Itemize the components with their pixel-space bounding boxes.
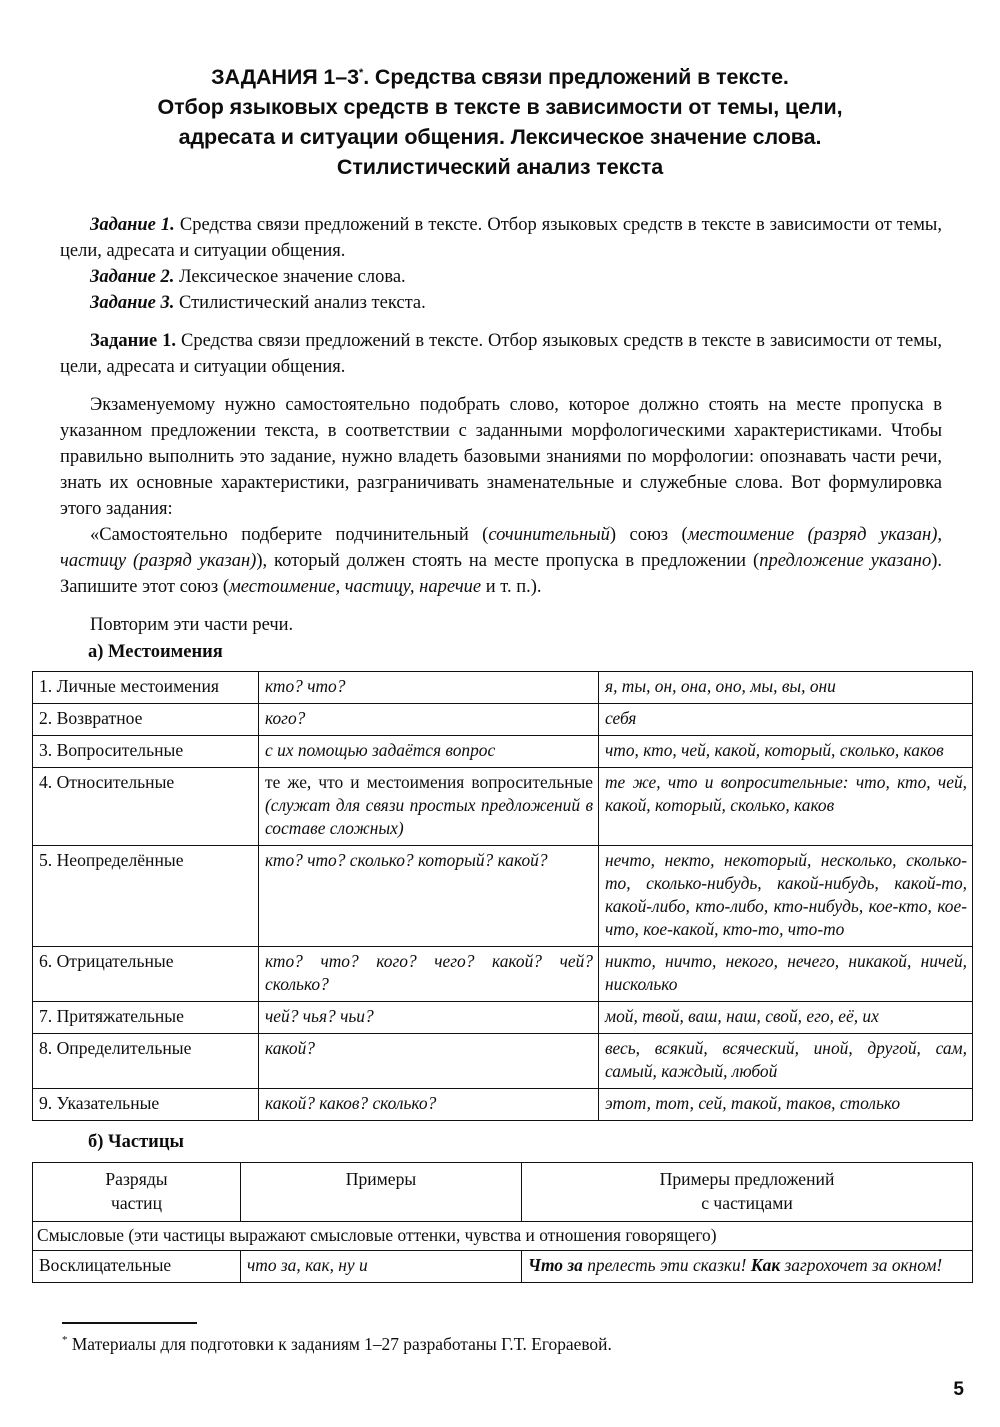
page-title-line-1: [58, 62, 942, 92]
table-row: [33, 736, 973, 768]
pronoun-category: 8. Определительные: [33, 1034, 259, 1089]
pronoun-examples: мой, твой, ваш, наш, свой, его, её, их: [599, 1002, 973, 1034]
task-overview-item-1: [60, 212, 942, 264]
quote-part-1: «Самостоятельно подберите подчинительный (: [90, 525, 489, 545]
page-title-line-4: Стилистический анализ текста: [336, 155, 664, 179]
footnote-area: [62, 1322, 942, 1355]
particle-examples: что за, как, ну и: [241, 1251, 522, 1283]
pronoun-question: кто? что? сколько? который? какой?: [259, 846, 599, 947]
pronoun-question: с их помощью задаётся вопрос: [259, 736, 599, 768]
table-group-row: [33, 1222, 973, 1251]
particle-sentence-rest-2: загрохочет за окном!: [780, 1255, 943, 1275]
task-overview-item-1-label: Задание 1.: [90, 215, 175, 235]
pronoun-category: 6. Отрицательные: [33, 947, 259, 1002]
task1-label: Задание 1.: [90, 331, 177, 351]
table-row: [33, 1002, 973, 1034]
pronoun-question: чей? чья? чьи?: [259, 1002, 599, 1034]
pronoun-question: кто? что? кого? чего? какой? чей? сколько?: [259, 947, 599, 1002]
repeat-parts-of-speech-line: Повторим эти части речи.: [90, 615, 294, 635]
task-overview-item-1-text: Средства связи предложений в тексте. Отбор языковых средств в тексте в зависимости от темы, цели, адресата и ситуации общения.: [60, 215, 942, 261]
quote-part-9: и т. п.).: [481, 577, 542, 597]
subsection-a-label: а) Местоимения: [88, 642, 223, 662]
particle-category: Восклицательные: [33, 1251, 241, 1283]
pronoun-question: кто? что?: [259, 672, 599, 704]
particles-group-label: Смысловые (эти частицы выражают смысловые оттенки, чувства и отношения говорящего): [33, 1222, 973, 1251]
table-row: [33, 672, 973, 704]
task-overview-item-2-label: Задание 2.: [90, 267, 175, 287]
particle-sentence-bold-2: Как: [750, 1255, 781, 1275]
pronoun-question: какой?: [259, 1034, 599, 1089]
task-overview-item-3: [60, 290, 942, 316]
pronoun-examples: что, кто, чей, какой, который, сколько, каков: [599, 736, 973, 768]
header-line-2: с частицами: [701, 1193, 793, 1213]
footnote-marker-icon: *: [359, 66, 364, 79]
table-row: [33, 1034, 973, 1089]
task1-title: Средства связи предложений в тексте. Отбор языковых средств в тексте в зависимости от темы, цели, адресата и ситуации общения.: [60, 331, 942, 377]
pronoun-question: [259, 768, 599, 846]
task-overview-item-3-label: Задание 3.: [90, 293, 175, 313]
repeat-parts-of-speech-line-wrap: [30, 612, 970, 638]
footnote-marker-icon: *: [62, 1334, 68, 1347]
page-title-line-3: адресата и ситуации общения. Лексическое значение слова.: [178, 125, 822, 149]
quote-part-5: ), который должен стоять на месте пропуска в предложении (: [256, 551, 760, 571]
pronoun-question: какой? каков? сколько?: [259, 1089, 599, 1121]
page-title-line-2: Отбор языковых средств в тексте в зависимости от темы, цели,: [157, 95, 843, 119]
pronoun-category: 5. Неопределённые: [33, 846, 259, 947]
particles-col-header-categories: [33, 1163, 241, 1222]
header-line-1: Разряды: [105, 1169, 168, 1189]
task1-title-paragraph: [60, 328, 942, 380]
quote-part-8: местоимение, частицу, наречие: [228, 577, 482, 597]
header-line-1: Примеры: [345, 1169, 417, 1189]
task1-description-paragraph: Экзаменуемому нужно самостоятельно подобрать слово, которое должно стоять на месте пропуска в указанном предложении текста, в соответствии с заданными морфологическими характеристиками. Чтобы правильно выполнить это задание, нужно владеть базовыми знаниями по морфологии: опознавать части речи, знать их основные характеристики, разграничивать знаменательные и служебные слова. Вот формулировка этого задания:: [60, 395, 942, 519]
page-number: 5: [953, 1379, 964, 1400]
task-overview-list: [30, 212, 970, 600]
particle-sentences: [522, 1251, 973, 1283]
quote-part-7: ). Запишите этот союз (: [60, 551, 942, 597]
subsection-b-label: б) Частицы: [88, 1132, 184, 1152]
pronoun-category: 9. Указательные: [33, 1089, 259, 1121]
pronoun-category: 2. Возвратное: [33, 704, 259, 736]
task-overview-item-3-text: Стилистический анализ текста.: [174, 293, 426, 313]
particle-sentence-rest-1: прелесть эти сказки!: [582, 1255, 751, 1275]
page-title-line-1-pre: ЗАДАНИЯ 1–3: [211, 65, 359, 89]
particle-sentence-bold-1: Что за: [528, 1255, 583, 1275]
pronoun-category: 3. Вопросительные: [33, 736, 259, 768]
quote-part-3: ) союз (: [609, 525, 688, 545]
quote-part-6: предложение указано: [759, 551, 932, 571]
header-line-1: Примеры предложений: [659, 1169, 835, 1189]
table-row: [33, 1089, 973, 1121]
table-header-row: [33, 1163, 973, 1222]
pronoun-examples: никто, ничто, некого, нечего, никакой, ничей, нисколько: [599, 947, 973, 1002]
footnote-divider: [62, 1322, 197, 1324]
pronoun-examples: этот, тот, сей, такой, таков, столько: [599, 1089, 973, 1121]
task1-quote-paragraph: [60, 522, 942, 600]
pronoun-examples: те же, что и вопросительные: что, кто, чей, какой, который, сколько, каков: [599, 768, 973, 846]
footnote-text: [62, 1333, 942, 1355]
pronoun-examples: весь, всякий, всяческий, иной, другой, сам, самый, каждый, любой: [599, 1034, 973, 1089]
page-title-line-1-post: . Средства связи предложений в тексте.: [363, 65, 789, 89]
table-row: [33, 768, 973, 846]
task-overview-item-2-text: Лексическое значение слова.: [174, 267, 406, 287]
pronoun-examples: себя: [599, 704, 973, 736]
table-row: [33, 1251, 973, 1283]
quote-part-4: местоимение (разряд указан), частицу (разряд указан): [60, 525, 942, 571]
pronouns-table: [32, 671, 973, 1121]
pronoun-category: 7. Притяжательные: [33, 1002, 259, 1034]
pronoun-examples: нечто, некто, некоторый, несколько, сколько-то, сколько-нибудь, какой-нибудь, какой-то, какой-либо, кто-либо, кто-нибудь, кое-кто, кое-что, кое-какой, кто-то, что-то: [599, 846, 973, 947]
table-row: [33, 704, 973, 736]
particles-col-header-examples: [241, 1163, 522, 1222]
pronoun-question-roman: те же, что и местоимения вопросительные: [265, 772, 593, 792]
pronoun-question-italic: (служат для связи простых предложений в составе сложных): [265, 795, 593, 838]
quote-part-2: сочинительный: [488, 525, 610, 545]
footnote-body: Материалы для подготовки к заданиям 1–27 разработаны Г.Т. Егораевой.: [67, 1334, 612, 1354]
page-title: [58, 62, 942, 182]
particles-col-header-sentences: [522, 1163, 973, 1222]
pronoun-category: 1. Личные местоимения: [33, 672, 259, 704]
header-line-2: частиц: [111, 1193, 162, 1213]
pronoun-question: кого?: [259, 704, 599, 736]
pronoun-category: 4. Относительные: [33, 768, 259, 846]
task-overview-item-2: [60, 264, 942, 290]
particles-table: [32, 1162, 973, 1283]
pronoun-examples: я, ты, он, она, оно, мы, вы, они: [599, 672, 973, 704]
table-row: [33, 947, 973, 1002]
table-row: [33, 846, 973, 947]
